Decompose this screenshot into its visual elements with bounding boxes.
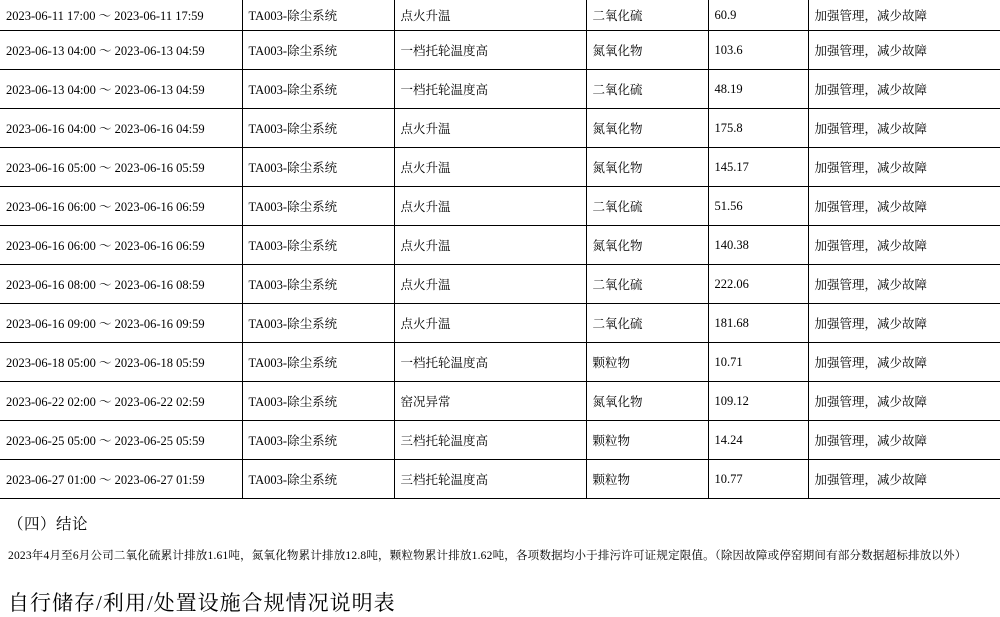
cell-pollutant: 二氧化硫 [586,0,708,31]
cell-measure: 加强管理，减少故障 [808,0,1000,31]
cell-pollutant: 二氧化硫 [586,187,708,226]
cell-reason: 点火升温 [394,187,586,226]
cell-time: 2023-06-16 04:00 ～ 2023-06-16 04:59 [0,109,242,148]
cell-value: 140.38 [708,226,808,265]
cell-facility: TA003-除尘系统 [242,226,394,265]
cell-value: 10.71 [708,343,808,382]
cell-measure: 加强管理，减少故障 [808,226,1000,265]
cell-pollutant: 颗粒物 [586,421,708,460]
cell-facility: TA003-除尘系统 [242,460,394,499]
cell-facility: TA003-除尘系统 [242,148,394,187]
cell-measure: 加强管理，减少故障 [808,265,1000,304]
cell-reason: 点火升温 [394,304,586,343]
cell-facility: TA003-除尘系统 [242,187,394,226]
table-row [0,421,1000,460]
cell-time: 2023-06-27 01:00 ～ 2023-06-27 01:59 [0,460,242,499]
cell-measure: 加强管理，减少故障 [808,148,1000,187]
cell-value: 145.17 [708,148,808,187]
cell-measure: 加强管理，减少故障 [808,343,1000,382]
cell-time: 2023-06-11 17:00 ～ 2023-06-11 17:59 [0,0,242,31]
cell-measure: 加强管理，减少故障 [808,187,1000,226]
cell-value: 109.12 [708,382,808,421]
cell-reason: 三档托轮温度高 [394,460,586,499]
cell-pollutant: 二氧化硫 [586,70,708,109]
cell-value: 48.19 [708,70,808,109]
cell-time: 2023-06-22 02:00 ～ 2023-06-22 02:59 [0,382,242,421]
table-row [0,0,1000,31]
conclusion-paragraph: 2023年4月至6月公司二氧化硫累计排放1.61吨，氮氧化物累计排放12.8吨，颗粒物累计排放1.62吨，各项数据均小于排污许可证规定限值。（除因故障或停窑期间有部分数据超标排放以外） [8,550,967,562]
cell-value: 181.68 [708,304,808,343]
table-row [0,148,1000,187]
cell-time: 2023-06-18 05:00 ～ 2023-06-18 05:59 [0,343,242,382]
cell-time: 2023-06-16 08:00 ～ 2023-06-16 08:59 [0,265,242,304]
cell-time: 2023-06-13 04:00 ～ 2023-06-13 04:59 [0,70,242,109]
cell-measure: 加强管理，减少故障 [808,31,1000,70]
table-row [0,304,1000,343]
table-row [0,187,1000,226]
table-row [0,460,1000,499]
next-section-title: 自行储存/利用/处置设施合规情况说明表 [8,591,396,616]
cell-reason: 一档托轮温度高 [394,70,586,109]
cell-pollutant: 氮氧化物 [586,109,708,148]
table-row [0,265,1000,304]
table-row [0,382,1000,421]
cell-pollutant: 氮氧化物 [586,226,708,265]
cell-measure: 加强管理，减少故障 [808,109,1000,148]
cell-value: 60.9 [708,0,808,31]
cell-reason: 点火升温 [394,109,586,148]
cell-reason: 三档托轮温度高 [394,421,586,460]
cell-facility: TA003-除尘系统 [242,109,394,148]
cell-reason: 点火升温 [394,265,586,304]
cell-value: 175.8 [708,109,808,148]
cell-measure: 加强管理，减少故障 [808,70,1000,109]
cell-facility: TA003-除尘系统 [242,0,394,31]
cell-pollutant: 颗粒物 [586,460,708,499]
cell-value: 103.6 [708,31,808,70]
cell-facility: TA003-除尘系统 [242,70,394,109]
cell-measure: 加强管理，减少故障 [808,382,1000,421]
cell-time: 2023-06-16 05:00 ～ 2023-06-16 05:59 [0,148,242,187]
cell-facility: TA003-除尘系统 [242,421,394,460]
cell-value: 10.77 [708,460,808,499]
cell-reason: 点火升温 [394,0,586,31]
cell-facility: TA003-除尘系统 [242,343,394,382]
cell-facility: TA003-除尘系统 [242,382,394,421]
cell-time: 2023-06-16 09:00 ～ 2023-06-16 09:59 [0,304,242,343]
cell-facility: TA003-除尘系统 [242,304,394,343]
cell-measure: 加强管理，减少故障 [808,421,1000,460]
cell-reason: 一档托轮温度高 [394,343,586,382]
cell-reason: 点火升温 [394,148,586,187]
cell-measure: 加强管理，减少故障 [808,304,1000,343]
table-row [0,31,1000,70]
cell-pollutant: 氮氧化物 [586,382,708,421]
cell-pollutant: 氮氧化物 [586,148,708,187]
table-row [0,226,1000,265]
cell-pollutant: 颗粒物 [586,343,708,382]
cell-reason: 点火升温 [394,226,586,265]
cell-time: 2023-06-16 06:00 ～ 2023-06-16 06:59 [0,226,242,265]
cell-reason: 一档托轮温度高 [394,31,586,70]
cell-time: 2023-06-13 04:00 ～ 2023-06-13 04:59 [0,31,242,70]
cell-time: 2023-06-25 05:00 ～ 2023-06-25 05:59 [0,421,242,460]
table-row [0,70,1000,109]
cell-pollutant: 二氧化硫 [586,304,708,343]
conclusion-heading: （四）结论 [8,516,89,533]
cell-value: 14.24 [708,421,808,460]
cell-reason: 窑况异常 [394,382,586,421]
cell-pollutant: 氮氧化物 [586,31,708,70]
table-row [0,109,1000,148]
cell-value: 51.56 [708,187,808,226]
cell-measure: 加强管理，减少故障 [808,460,1000,499]
cell-time: 2023-06-16 06:00 ～ 2023-06-16 06:59 [0,187,242,226]
cell-value: 222.06 [708,265,808,304]
table-row [0,343,1000,382]
cell-facility: TA003-除尘系统 [242,31,394,70]
cell-pollutant: 二氧化硫 [586,265,708,304]
cell-facility: TA003-除尘系统 [242,265,394,304]
